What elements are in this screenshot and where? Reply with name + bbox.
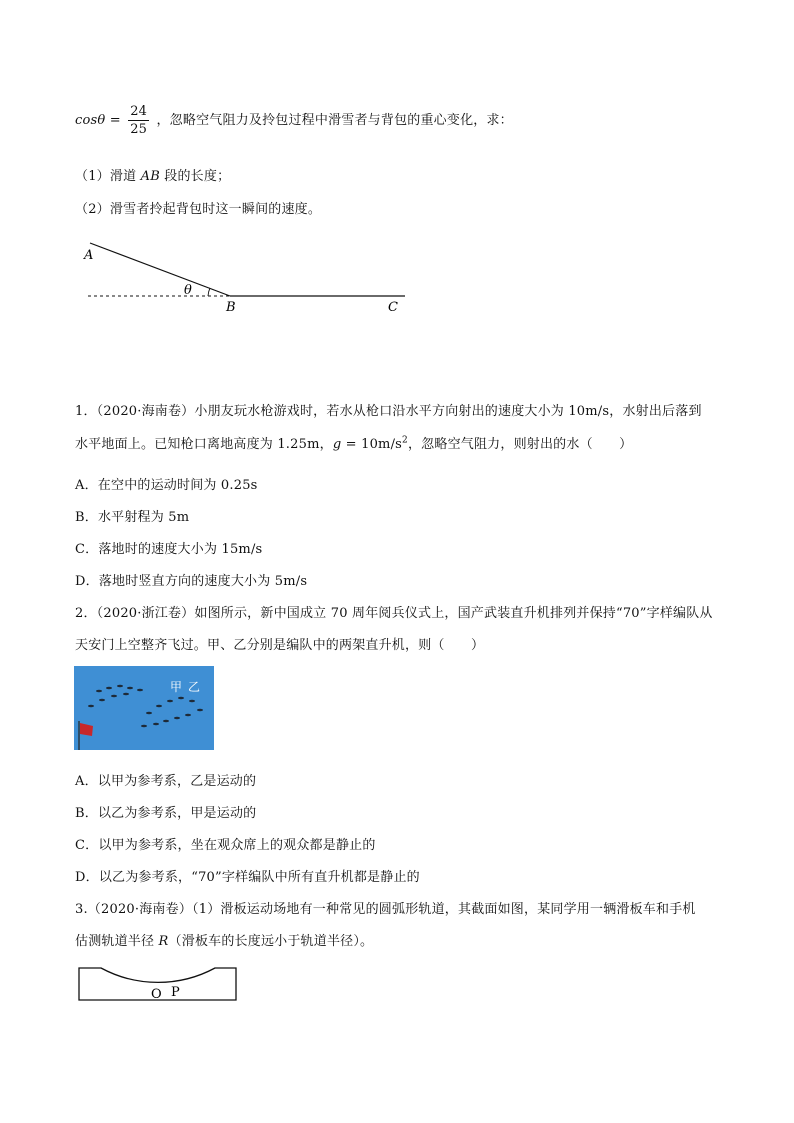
label-o: O (151, 987, 162, 1002)
q1-option-b: B．水平射程为 5m (75, 510, 190, 525)
q2-option-a: A．以甲为参考系，乙是运动的 (75, 774, 257, 789)
sky-background (74, 666, 214, 750)
q1-option-d: D．落地时竖直方向的速度大小为 5m/s (75, 574, 308, 589)
slope-line-ab (90, 243, 230, 296)
label-theta: θ (184, 283, 192, 298)
q2-line1: 2．（2020·浙江卷）如图所示，新中国成立 70 周年阅兵仪式上，国产武装直升机排列并保持“70”字样编队从 (75, 606, 713, 621)
var-ab: AB (140, 169, 160, 184)
q2-option-d: D．以乙为参考系，“70”字样编队中所有直升机都是静止的 (75, 870, 420, 885)
track-diagram (74, 962, 242, 1006)
q3-line1: 3.（2020·海南卷）（1）滑板运动场地有一种常见的圆弧形轨道，其截面如图，某同学用一辆滑板车和手机 (75, 902, 696, 917)
q1-option-c: C．落地时的速度大小为 15m/s (75, 542, 263, 557)
intro-text: ，忽略空气阻力及拎包过程中滑雪者与背包的重心变化，求： (156, 113, 513, 128)
q2-option-b: B．以乙为参考系，甲是运动的 (75, 806, 257, 821)
fraction-24-25 (128, 104, 149, 137)
formation-photo (74, 666, 214, 750)
label-b: B (226, 300, 236, 315)
fraction-numerator: 24 (130, 104, 148, 119)
label-a: A (84, 248, 94, 263)
q1-option-a: A．在空中的运动时间为 0.25s (75, 478, 258, 493)
var-g: g (332, 437, 342, 452)
angle-arc (208, 288, 210, 296)
q3-line2: 估测轨道半径 R（滑板车的长度远小于轨道半径）。 (75, 934, 374, 949)
intro-line (75, 104, 513, 137)
q2-line2: 天安门上空整齐飞过。甲、乙分别是编队中的两架直升机，则（ ） (75, 638, 485, 653)
q1-line1: 1．（2020·海南卷）小朋友玩水枪游戏时，若水从枪口沿水平方向射出的速度大小为 10m/s，水射出后落到 (75, 404, 702, 419)
cos-theta-label: cosθ = (75, 113, 121, 128)
label-c: C (388, 300, 398, 315)
fraction-denominator: 25 (130, 122, 148, 137)
subquestion-1: （1）滑道 AB 段的长度； (75, 169, 231, 184)
label-yi: 乙 (188, 680, 201, 694)
q2-option-c: C．以甲为参考系，坐在观众席上的观众都是静止的 (75, 838, 376, 853)
slope-diagram (70, 235, 420, 320)
label-p: P (171, 985, 180, 1000)
var-r: R (158, 934, 169, 949)
subquestion-2: （2）滑雪者拎起背包时这一瞬间的速度。 (75, 202, 322, 217)
label-jia: 甲 (170, 680, 183, 694)
q1-line2: 水平地面上。已知枪口离地高度为 1.25m，$g = 10m/s^2$，忽略空气阻力，则射出的水（ ） (75, 435, 633, 452)
